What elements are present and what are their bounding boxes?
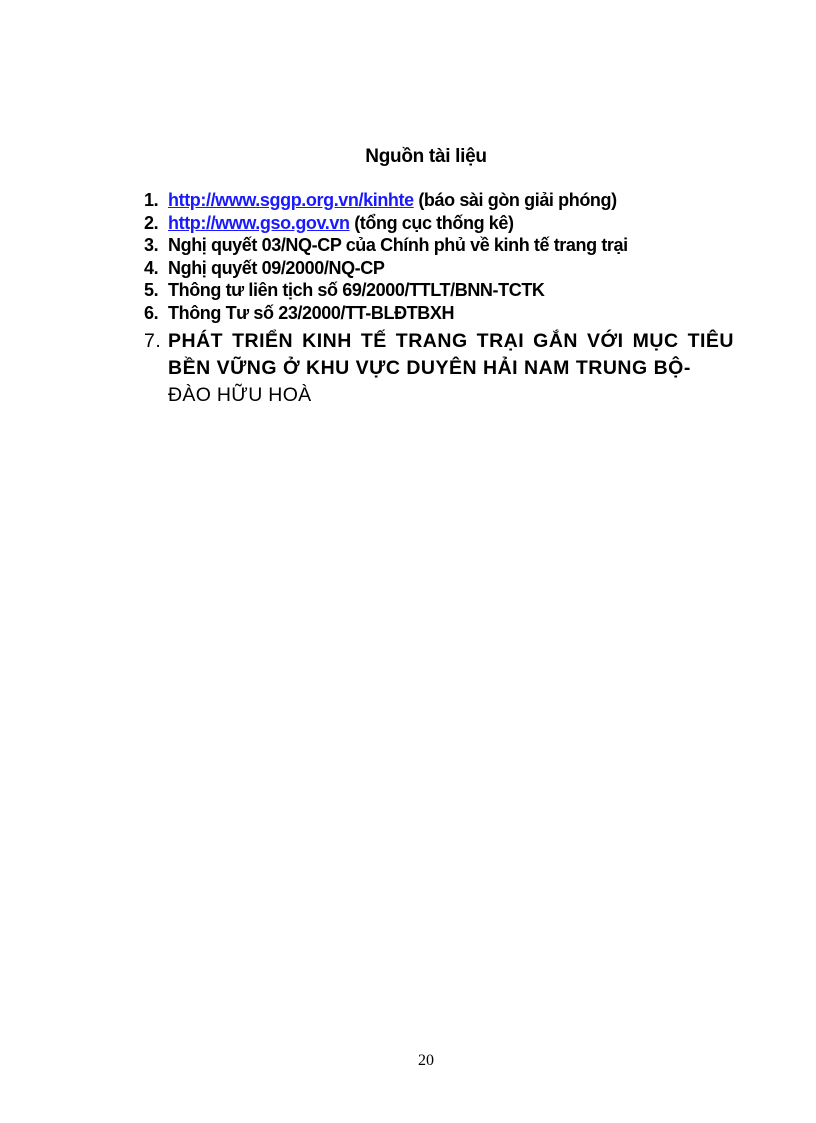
reference-text: Thông tư liên tịch số 69/2000/TTLT/BNN-TCTK — [168, 280, 545, 300]
reference-text: (tổng cục thống kê) — [349, 212, 514, 233]
reference-item-1 — [144, 189, 734, 212]
reference-number: 7. — [144, 330, 162, 352]
reference-author: ĐÀO HỮU HOÀ — [168, 384, 312, 406]
reference-number: 3. — [144, 235, 159, 255]
reference-item-2 — [144, 212, 734, 235]
page-number: 20 — [418, 1052, 434, 1069]
reference-text: Nghị quyết 03/NQ-CP của Chính phủ về kinh tế trang trại — [168, 235, 628, 255]
reference-item-6 — [144, 302, 734, 325]
reference-number: 1. — [144, 190, 159, 210]
reference-number: 4. — [144, 257, 159, 278]
reference-link-gso[interactable]: http://www.gso.gov.vn — [168, 212, 350, 233]
reference-item-5 — [144, 279, 734, 302]
reference-number: 6. — [144, 302, 159, 323]
reference-text: Nghị quyết 09/2000/NQ-CP — [168, 257, 385, 278]
reference-item-4 — [144, 257, 734, 280]
reference-item-3 — [144, 234, 734, 257]
reference-text: Thông Tư số 23/2000/TT-BLĐTBXH — [168, 302, 455, 323]
references-list — [144, 189, 734, 409]
references-heading: Nguồn tài liệu — [365, 146, 487, 167]
reference-title: PHÁT TRIỂN KINH TẾ TRANG TRẠI GẮN VỚI MỤC TIÊU BỀN VỮNG Ở KHU VỰC DUYÊN HẢI NAM TRUNG BỘ- — [168, 330, 734, 379]
reference-number: 5. — [144, 280, 159, 300]
reference-link-sggp[interactable]: http://www.sggp.org.vn/kinhte — [168, 190, 414, 210]
reference-item-7 — [144, 328, 734, 409]
reference-text: (báo sài gòn giải phóng) — [413, 190, 617, 210]
reference-number: 2. — [144, 212, 159, 233]
